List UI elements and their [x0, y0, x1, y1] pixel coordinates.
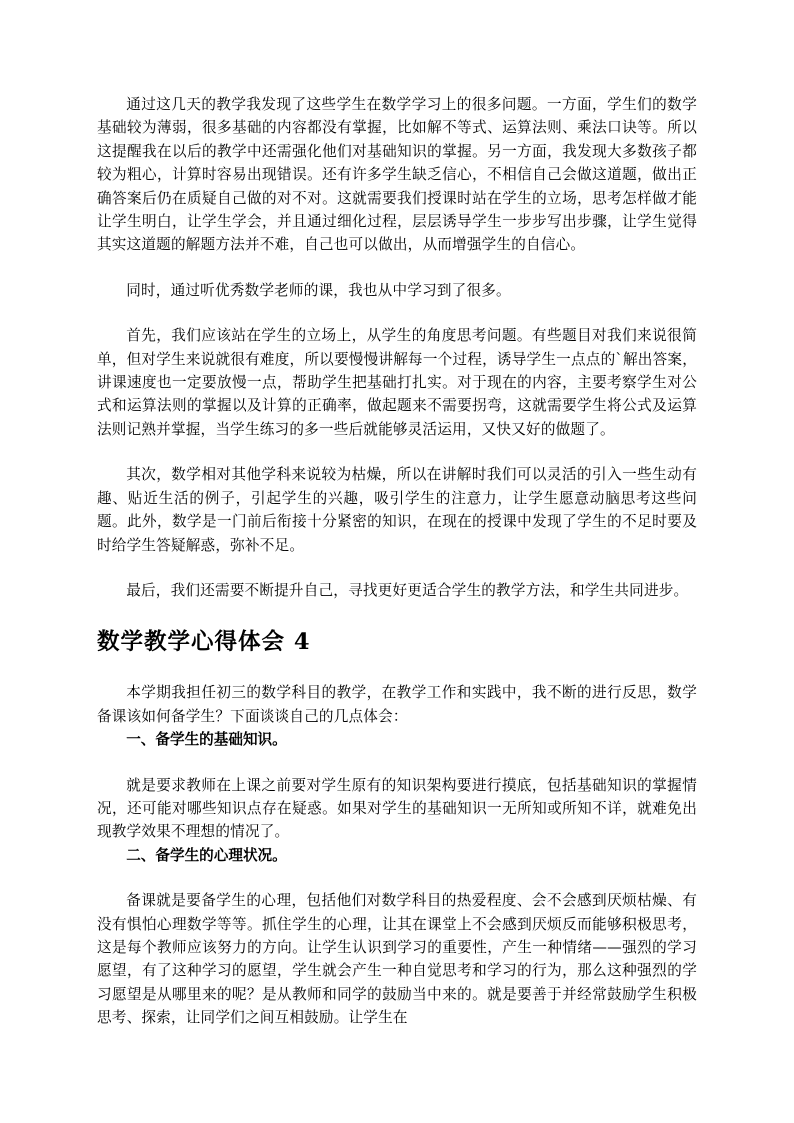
section-title: 数学教学心得体会 4 — [97, 629, 311, 656]
subheading-psychology: 二、备学生的心理状况。 — [126, 846, 287, 864]
subheading-basic-knowledge: 一、备学生的基础知识。 — [126, 731, 287, 749]
paragraph: 其次，数学相对其他学科来说较为枯燥，所以在讲解时我们可以灵活的引入一些生动有趣、贴近生活的例子，引起学生的兴趣，吸引学生的注意力，让学生愿意动脑思考这些问题。此外，数学是一门前后衔接十分紧密的知识，在现在的授课中发现了学生的不足时要及时给学生答疑解惑，弥补不足。 — [97, 466, 697, 554]
document-page — [97, 93, 697, 1030]
paragraph: 同时，通过听优秀数学老师的课，我也从中学习到了很多。 — [126, 281, 511, 299]
paragraph: 备课就是要备学生的心理，包括他们对数学科目的热爱程度、会不会感到厌烦枯燥、有没有惧怕心理数学等等。抓住学生的心理，让其在课堂上不会感到厌烦反而能够积极思考，这是每个教师应该努力的方向。让学生认识到学习的重要性，产生一种情绪——强烈的学习愿望，有了这种学习的愿望，学生就会产生一种自觉思考和学习的行为，那么这种强烈的学习愿望是从哪里来的呢？是从教师和同学的鼓励当中来的。就是要善于并经常鼓励学生积极思考、探索，让同学们之间互相鼓励。让学生在 — [97, 892, 697, 1027]
paragraph: 最后，我们还需要不断提升自己，寻找更好更适合学生的教学方法，和学生共同进步。 — [126, 581, 689, 599]
paragraph: 就是要求教师在上课之前要对学生原有的知识架构要进行摸底，包括基础知识的掌握情况，还可能对哪些知识点存在疑惑。如果对学生的基础知识一无所知或所知不详，就难免出现教学效果不理想的情况了。 — [97, 776, 697, 841]
intro-paragraph: 本学期我担任初三的数学科目的教学，在教学工作和实践中，我不断的进行反思，数学备课该如何备学生？下面谈谈自己的几点体会： — [97, 684, 697, 725]
paragraph: 首先，我们应该站在学生的立场上，从学生的角度思考问题。有些题目对我们来说很简单，但对学生来说就很有难度，所以要慢慢讲解每一个过程，诱导学生一点点的`解出答案，讲课速度也一定要放慢一点，帮助学生把基础打扎实。对于现在的内容，主要考察学生对公式和运算法则的掌握以及计算的正确率，做起题来不需要拐弯，这就需要学生将公式及运算法则记熟并掌握，当学生练习的多一些后就能够灵活运用，又快又好的做题了。 — [97, 327, 697, 438]
paragraph: 通过这几天的教学我发现了这些学生在数学学习上的很多问题。一方面，学生们的数学基础较为薄弱，很多基础的内容都没有掌握，比如解不等式、运算法则、乘法口诀等。所以这提醒我在以后的教学中还需强化他们对基础知识的掌握。另一方面，我发现大多数孩子都较为粗心，计算时容易出现错误。还有许多学生缺乏信心，不相信自己会做这道题，做出正确答案后仍在质疑自己做的对不对。这就需要我们授课时站在学生的立场，思考怎样做才能让学生明白，让学生学会，并且通过细化过程，层层诱导学生一步步写出步骤，让学生觉得其实这道题的解题方法并不难，自己也可以做出，从而增强学生的自信心。 — [97, 96, 697, 254]
